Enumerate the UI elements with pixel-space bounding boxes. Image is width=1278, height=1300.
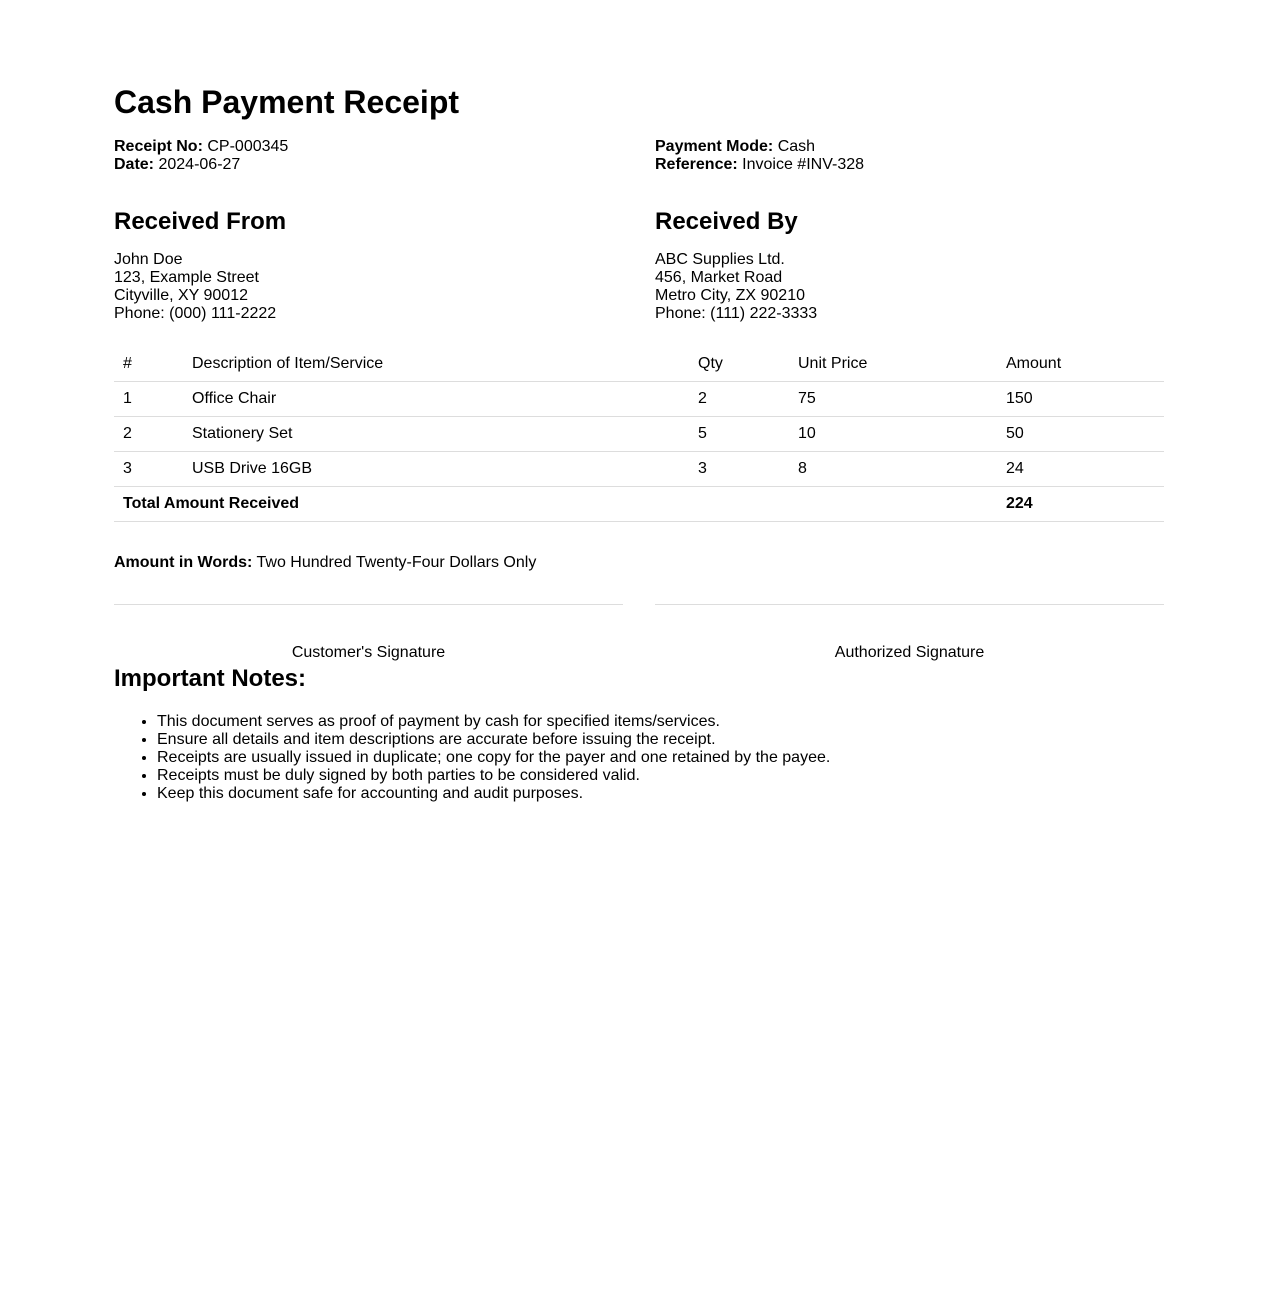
cell-unit-price: 10 bbox=[789, 417, 997, 452]
received-by-line: Phone: (111) 222-3333 bbox=[655, 305, 818, 322]
receipt-meta bbox=[114, 138, 1164, 174]
notes-heading: Important Notes: bbox=[114, 665, 306, 692]
reference-line bbox=[655, 156, 1164, 174]
note-item: • Keep this document safe for accounting and audit purposes. bbox=[157, 785, 1164, 803]
table-header-row bbox=[114, 347, 1164, 382]
cell-amount: 50 bbox=[997, 417, 1164, 452]
reference-value: Invoice #INV-328 bbox=[742, 156, 865, 173]
signatures-section bbox=[114, 604, 1164, 662]
received-from-address bbox=[114, 251, 655, 323]
column-header-qty: Qty bbox=[689, 347, 789, 382]
received-by-line: ABC Supplies Ltd. bbox=[655, 251, 785, 268]
note-item: • Receipts must be duly signed by both parties to be considered valid. bbox=[157, 767, 1164, 785]
received-by-address bbox=[655, 251, 1164, 323]
cell-qty: 5 bbox=[689, 417, 789, 452]
items-table bbox=[114, 347, 1164, 522]
column-header-unit-price: Unit Price bbox=[789, 347, 997, 382]
cell-amount: 24 bbox=[997, 452, 1164, 487]
total-value: 224 bbox=[997, 487, 1164, 522]
note-item: • Receipts are usually issued in duplicate; one copy for the payer and one retained by the payee. bbox=[157, 749, 1164, 767]
receipt-page bbox=[114, 0, 1164, 803]
table-row bbox=[114, 382, 1164, 417]
received-from-line: Cityville, XY 90012 bbox=[114, 287, 248, 304]
notes-list bbox=[114, 713, 1164, 803]
received-from-heading: Received From bbox=[114, 208, 287, 235]
cell-unit-price: 75 bbox=[789, 382, 997, 417]
receipt-meta-right bbox=[655, 138, 1164, 174]
amount-in-words bbox=[114, 553, 1164, 573]
received-by-heading: Received By bbox=[655, 208, 798, 235]
receipt-date-label: Date: bbox=[114, 156, 155, 173]
cell-qty: 2 bbox=[689, 382, 789, 417]
cell-number: 3 bbox=[114, 452, 183, 487]
table-row bbox=[114, 452, 1164, 487]
total-label: Total Amount Received bbox=[114, 487, 997, 522]
page-title: Cash Payment Receipt bbox=[114, 84, 460, 120]
cell-number: 1 bbox=[114, 382, 183, 417]
cell-qty: 3 bbox=[689, 452, 789, 487]
cell-amount: 150 bbox=[997, 382, 1164, 417]
receipt-meta-left bbox=[114, 138, 655, 174]
received-from-line: Phone: (000) 111-2222 bbox=[114, 305, 277, 322]
receipt-date-value: 2024-06-27 bbox=[158, 156, 241, 173]
authorized-signature: Authorized Signature bbox=[655, 604, 1164, 662]
column-header-description: Description of Item/Service bbox=[183, 347, 689, 382]
reference-label: Reference: bbox=[655, 156, 738, 173]
note-item: • Ensure all details and item descriptions are accurate before issuing the receipt. bbox=[157, 731, 1164, 749]
received-by-block bbox=[655, 208, 1164, 323]
total-row bbox=[114, 487, 1164, 522]
receipt-number-label: Receipt No: bbox=[114, 138, 203, 155]
column-header-amount: Amount bbox=[997, 347, 1164, 382]
customer-signature: Customer's Signature bbox=[114, 604, 623, 662]
cell-description: Stationery Set bbox=[183, 417, 689, 452]
column-header-number: # bbox=[114, 347, 183, 382]
received-by-line: 456, Market Road bbox=[655, 269, 783, 286]
parties-section bbox=[114, 208, 1164, 323]
received-from-line: 123, Example Street bbox=[114, 269, 259, 286]
table-row bbox=[114, 417, 1164, 452]
note-item: • This document serves as proof of payment by cash for specified items/services. bbox=[157, 713, 1164, 731]
cell-unit-price: 8 bbox=[789, 452, 997, 487]
received-from-line: John Doe bbox=[114, 251, 183, 268]
received-from-block bbox=[114, 208, 655, 323]
amount-in-words-value: Two Hundred Twenty-Four Dollars Only bbox=[256, 554, 537, 571]
cell-description: Office Chair bbox=[183, 382, 689, 417]
payment-mode-label: Payment Mode: bbox=[655, 138, 774, 155]
receipt-date-line bbox=[114, 156, 655, 174]
amount-in-words-label: Amount in Words: bbox=[114, 554, 253, 571]
received-by-line: Metro City, ZX 90210 bbox=[655, 287, 805, 304]
receipt-number-line bbox=[114, 138, 655, 156]
cell-number: 2 bbox=[114, 417, 183, 452]
receipt-number-value: CP-000345 bbox=[207, 138, 289, 155]
cell-description: USB Drive 16GB bbox=[183, 452, 689, 487]
payment-mode-line bbox=[655, 138, 1164, 156]
payment-mode-value: Cash bbox=[777, 138, 816, 155]
